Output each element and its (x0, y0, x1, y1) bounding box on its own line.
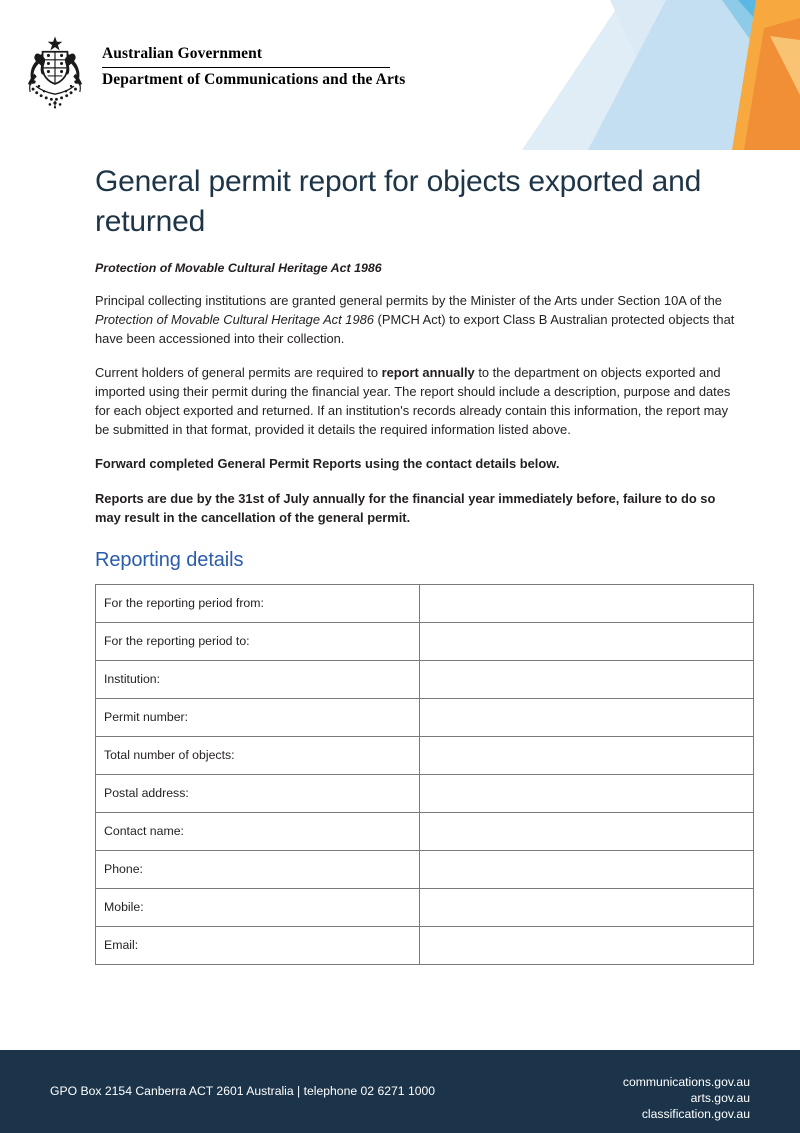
reporting-details-table-body (96, 584, 754, 964)
reporting-requirement-part1: Current holders of general permits are required to (95, 365, 382, 381)
field-input-cell[interactable] (420, 812, 754, 850)
page-footer (0, 1050, 800, 1133)
field-input-cell[interactable] (420, 926, 754, 964)
section-title-reporting-details: Reporting details (95, 548, 244, 571)
footer-postal-address: GPO Box 2154 Canberra ACT 2601 Australia | telephone 02 6271 1000 (50, 1084, 436, 1098)
document-body (95, 162, 735, 965)
table-row (96, 698, 754, 736)
decorative-triangles-graphic (470, 0, 800, 150)
table-row (96, 622, 754, 660)
australian-government-logo (18, 35, 405, 111)
intro-paragraph-part2: (PMCH Act) to export Class B Australian protected objects that have been accessioned into their collection. (95, 312, 735, 347)
reporting-requirement-part2: to the department on objects exported and imported using their permit during the financial year. The report should include a description, purpose and dates for each object exported and returned. If an institution's records already contain this information, the report may be submitted in that format, provided it details the required information listed above. (95, 365, 731, 437)
page-header (0, 0, 800, 150)
logo-australian-government: Australian Government (102, 45, 263, 62)
field-input-cell[interactable] (420, 888, 754, 926)
field-label: Institution: (96, 660, 420, 698)
field-label: Email: (96, 926, 420, 964)
footer-website-list (623, 1074, 750, 1123)
table-row (96, 850, 754, 888)
field-input-cell[interactable] (420, 622, 754, 660)
table-row (96, 812, 754, 850)
footer-website-arts[interactable]: arts.gov.au (690, 1091, 750, 1106)
field-label: Permit number: (96, 698, 420, 736)
logo-divider (102, 67, 390, 68)
field-input-cell[interactable] (420, 698, 754, 736)
page-title: General permit report for objects exported and returned (95, 165, 702, 238)
field-input-cell[interactable] (420, 850, 754, 888)
act-subtitle: Protection of Movable Cultural Heritage Act 1986 (95, 261, 382, 276)
field-input-cell[interactable] (420, 736, 754, 774)
intro-paragraph-part1: Principal collecting institutions are granted general permits by the Minister of the Arts under Section 10A of the (95, 293, 722, 309)
intro-paragraph (95, 292, 735, 349)
table-row (96, 660, 754, 698)
field-label: For the reporting period from: (96, 584, 420, 622)
australian-coat-of-arms-icon (18, 35, 92, 111)
field-label: Mobile: (96, 888, 420, 926)
forward-instruction-notice: Forward completed General Permit Reports using the contact details below. (95, 455, 560, 471)
field-label: Total number of objects: (96, 736, 420, 774)
table-row (96, 774, 754, 812)
logo-department-name: Department of Communications and the Arts (102, 71, 406, 89)
footer-website-classification[interactable]: classification.gov.au (641, 1107, 750, 1122)
table-row (96, 926, 754, 964)
due-date-notice: Reports are due by the 31st of July annually for the financial year immediately before, failure to do so may result in the cancellation of the general permit. (95, 490, 716, 525)
table-row (96, 584, 754, 622)
field-label: Phone: (96, 850, 420, 888)
footer-website-communications[interactable]: communications.gov.au (622, 1075, 750, 1089)
table-row (96, 888, 754, 926)
intro-paragraph-act-name: Protection of Movable Cultural Heritage Act 1986 (95, 312, 374, 328)
field-label: Contact name: (96, 812, 420, 850)
field-input-cell[interactable] (420, 660, 754, 698)
reporting-requirement-paragraph (95, 364, 735, 440)
field-input-cell[interactable] (420, 774, 754, 812)
table-row (96, 736, 754, 774)
field-label: For the reporting period to: (96, 622, 420, 660)
field-label: Postal address: (96, 774, 420, 812)
report-annually-emphasis: report annually (381, 365, 475, 381)
field-input-cell[interactable] (420, 584, 754, 622)
reporting-details-table (95, 584, 754, 965)
